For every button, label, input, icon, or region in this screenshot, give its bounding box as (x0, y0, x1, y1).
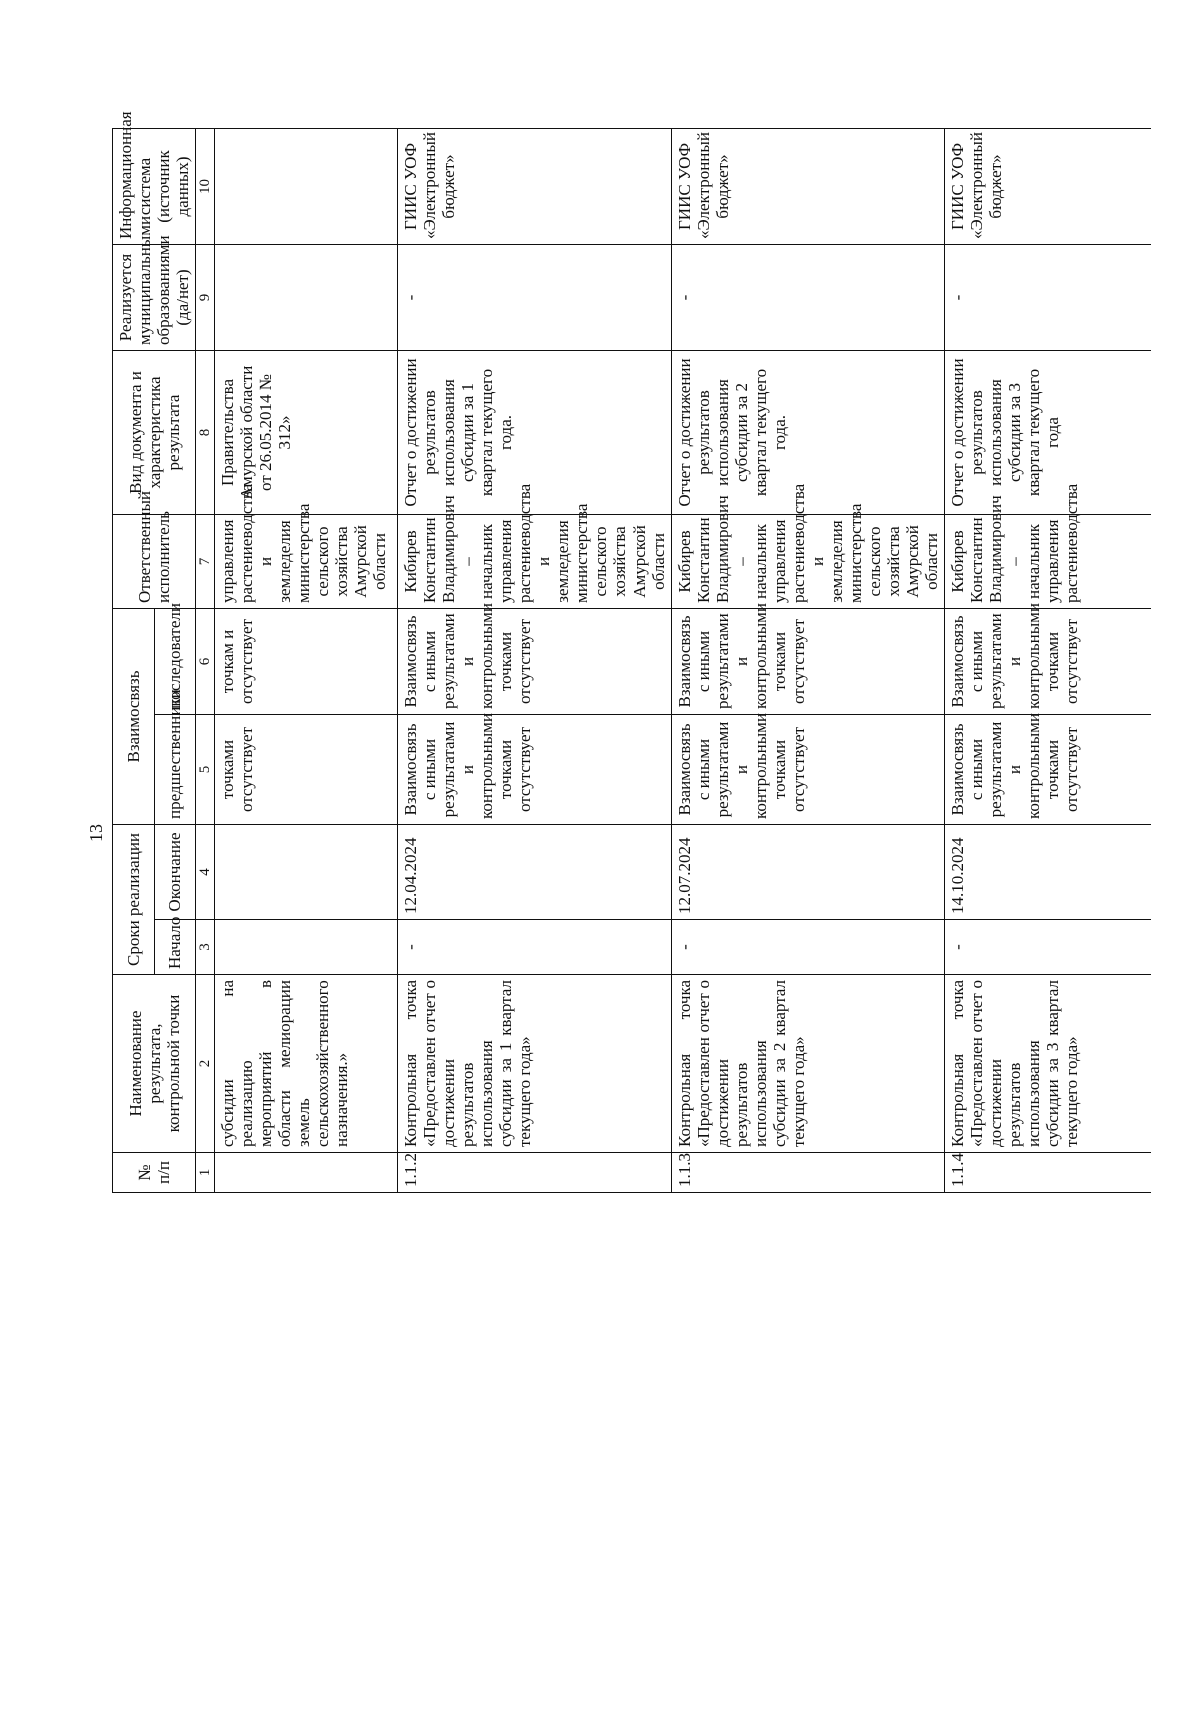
rotated-table-container (112, 111, 1176, 1193)
column-number: 5 (196, 715, 215, 825)
row-successors: Взаимосвязь с иными результатами и контрольными точками отсутствует (671, 608, 944, 714)
row-end: 14.10.2024 (945, 825, 1152, 920)
row-info-system: ГИИС УОФ «Электронный бюджет» (671, 128, 944, 244)
header-end: Окончание (154, 825, 196, 920)
row-municipal: - (398, 244, 671, 350)
row-responsible: Кибирев Константин Владимирович – начальник управления растениеводства и земледелия министерства сельского хозяйства Амурской области (671, 514, 944, 608)
control-points-table (112, 111, 1151, 1193)
row-predecessors: Взаимосвязь с иными результатами и контрольными точками отсутствует (945, 715, 1152, 825)
row-end (215, 825, 398, 920)
row-info-system: ГИИС УОФ «Электронный бюджет» (398, 128, 671, 244)
header-responsible: Ответственный исполнитель (113, 514, 196, 608)
column-number: 2 (196, 975, 215, 1153)
row-name: Контрольная точка «Предоставлен отчет о достижении результатов использования субсидии за 1 квартал текущего года» (398, 975, 671, 1153)
row-predecessors: Взаимосвязь с иными результатами и контрольными точками отсутствует (398, 715, 671, 825)
row-info-system: ГИИС УОФ «Электронный бюджет» (945, 128, 1152, 244)
row-document: Отчет о достижении результатов использования субсидии за 1 квартал текущего года. (398, 350, 671, 514)
table-row (398, 128, 671, 1192)
header-successors: последователи (154, 608, 196, 714)
header-name: Наименование результата, контрольной точки (113, 975, 196, 1153)
row-name: Контрольная точка «Предоставлен отчет о достижении результатов использования субсидии за 3 квартал текущего года» (945, 975, 1152, 1153)
table-row (945, 128, 1152, 1192)
row-document: Отчет о достижении результатов использования субсидии за 3 квартал текущего года (945, 350, 1152, 514)
row-document: Отчет о достижении результатов использования субсидии за 2 квартал текущего года. (671, 350, 944, 514)
row-successors: Взаимосвязь с иными результатами и контрольными точками отсутствует (398, 608, 671, 714)
row-num (215, 1153, 398, 1193)
row-responsible: управления растениеводства и земледелия министерства сельского хозяйства Амурской области (215, 514, 398, 608)
header-info-system: Информационная система (источник данных) (113, 128, 196, 244)
row-name: Контрольная точка «Предоставлен отчет о достижении результатов использования субсидии за 2 квартал текущего года» (671, 975, 944, 1153)
row-successors: точкам и отсутствует (215, 608, 398, 714)
row-start (215, 920, 398, 975)
header-row-1 (113, 128, 155, 1192)
row-predecessors: точками отсутствует (215, 715, 398, 825)
column-number: 10 (196, 128, 215, 244)
row-responsible: Кибирев Константин Владимирович – начальник управления растениеводства (945, 514, 1152, 608)
row-document: Правительства Амурской области от 26.05.2014 № 312» (215, 350, 398, 514)
row-info-system (215, 128, 398, 244)
header-municipal: Реализуется муниципальными образованиями (да/нет) (113, 244, 196, 350)
row-end: 12.07.2024 (671, 825, 944, 920)
row-municipal (215, 244, 398, 350)
row-name: субсидии на реализацию мероприятий в области мелиорации земель сельскохозяйственного назначения.» (215, 975, 398, 1153)
column-number: 3 (196, 920, 215, 975)
row-num: 1.1.2 (398, 1153, 671, 1193)
row-responsible: Кибирев Константин Владимирович – начальник управления растениеводства и земледелия министерства сельского хозяйства Амурской области (398, 514, 671, 608)
header-num: № п/п (113, 1153, 196, 1193)
column-number: 1 (196, 1153, 215, 1193)
row-successors: Взаимосвязь с иными результатами и контрольными точками отсутствует (945, 608, 1152, 714)
column-number-row (196, 128, 215, 1192)
column-number: 7 (196, 514, 215, 608)
column-number: 9 (196, 244, 215, 350)
header-predecessors: предшественники (154, 715, 196, 825)
row-end: 12.04.2024 (398, 825, 671, 920)
row-num: 1.1.4 (945, 1153, 1152, 1193)
page-number: 13 (86, 824, 106, 842)
table-row (671, 128, 944, 1192)
column-number: 4 (196, 825, 215, 920)
row-predecessors: Взаимосвязь с иными результатами и контрольными точками отсутствует (671, 715, 944, 825)
row-start: - (945, 920, 1152, 975)
row-municipal: - (945, 244, 1152, 350)
header-terms: Сроки реализации (113, 825, 155, 975)
row-start: - (398, 920, 671, 975)
column-number: 6 (196, 608, 215, 714)
header-link: Взаимосвязь (113, 608, 155, 824)
row-start: - (671, 920, 944, 975)
header-document: Вид документа и характеристика результата (113, 350, 196, 514)
column-number: 8 (196, 350, 215, 514)
row-municipal: - (671, 244, 944, 350)
table-row (215, 128, 398, 1192)
row-num: 1.1.3 (671, 1153, 944, 1193)
header-start: Начало (154, 920, 196, 975)
